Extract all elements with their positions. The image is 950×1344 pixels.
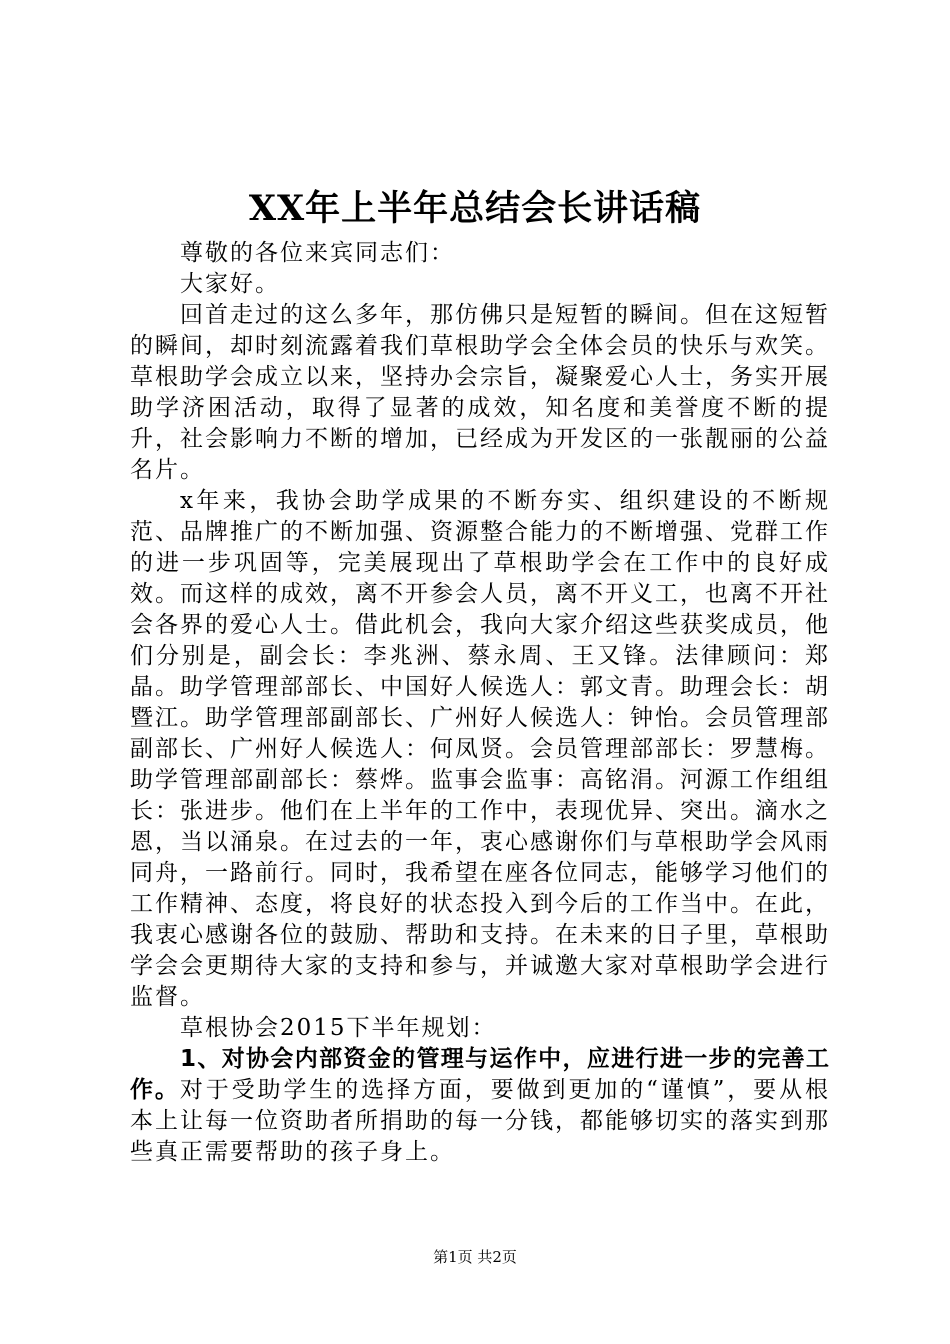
paragraph-retrospect: 回首走过的这么多年，那仿佛只是短暂的瞬间。但在这短暂的瞬间，却时刻流露着我们草根助学会全体会员的快乐与欢笑。草根助学会成立以来，坚持办会宗旨，凝聚爱心人士，务实开展助学济困活动，取得了显著的成效，知名度和美誉度不断的提升，社会影响力不断的增加，已经成为开发区的一张靓丽的公益名片。 [130, 302, 830, 483]
plan-item-1-emphasis: 1、对协会内部资金的管理与运作中，应进行进一步的完善工作。 [130, 1046, 830, 1103]
plan-item-1 [130, 1044, 830, 1168]
greeting: 大家好。 [180, 271, 280, 297]
salutation: 尊敬的各位来宾同志们： [180, 240, 455, 266]
paragraph-achievements: x年来，我协会助学成果的不断夯实、组织建设的不断规范、品牌推广的不断加强、资源整合能力的不断增强、党群工作的进一步巩固等，完美展现出了草根助学会在工作中的良好成效。而这样的成效，离不开参会人员，离不开义工，也离不开社会各界的爱心人士。借此机会，我向大家介绍这些获奖成员，他们分别是，副会长：李兆洲、蔡永周、王又锋。法律顾问：郑晶。助学管理部部长、中国好人候选人：郭文青。助理会长：胡暨江。助学管理部副部长、广州好人候选人：钟怡。会员管理部副部长、广州好人候选人：何凤贤。会员管理部部长：罗慧梅。助学管理部副部长：蔡烨。监事会监事：高铭涓。河源工作组组长：张进步。他们在上半年的工作中，表现优异、突出。滴水之恩，当以涌泉。在过去的一年，衷心感谢你们与草根助学会风雨同舟，一路前行。同时，我希望在座各位同志，能够学习他们的工作精神、态度，将良好的状态投入到今后的工作当中。在此，我衷心感谢各位的鼓励、帮助和支持。在未来的日子里，草根助学会会更期待大家的支持和参与，并诚邀大家对草根助学会进行监督。 [130, 488, 830, 1010]
document-body [130, 238, 830, 1168]
document-title: XX年上半年总结会长讲话稿 [248, 188, 702, 229]
plan-heading: 草根协会2015下半年规划： [180, 1015, 497, 1041]
page-number: 第1页 共2页 [433, 1248, 517, 1266]
plan-item-1-text: 对于受助学生的选择方面，要做到更加的“谨慎”，要从根本上让每一位资助者所捐助的每一分钱，都能够切实的落实到那些真正需要帮助的孩子身上。 [130, 1077, 830, 1165]
